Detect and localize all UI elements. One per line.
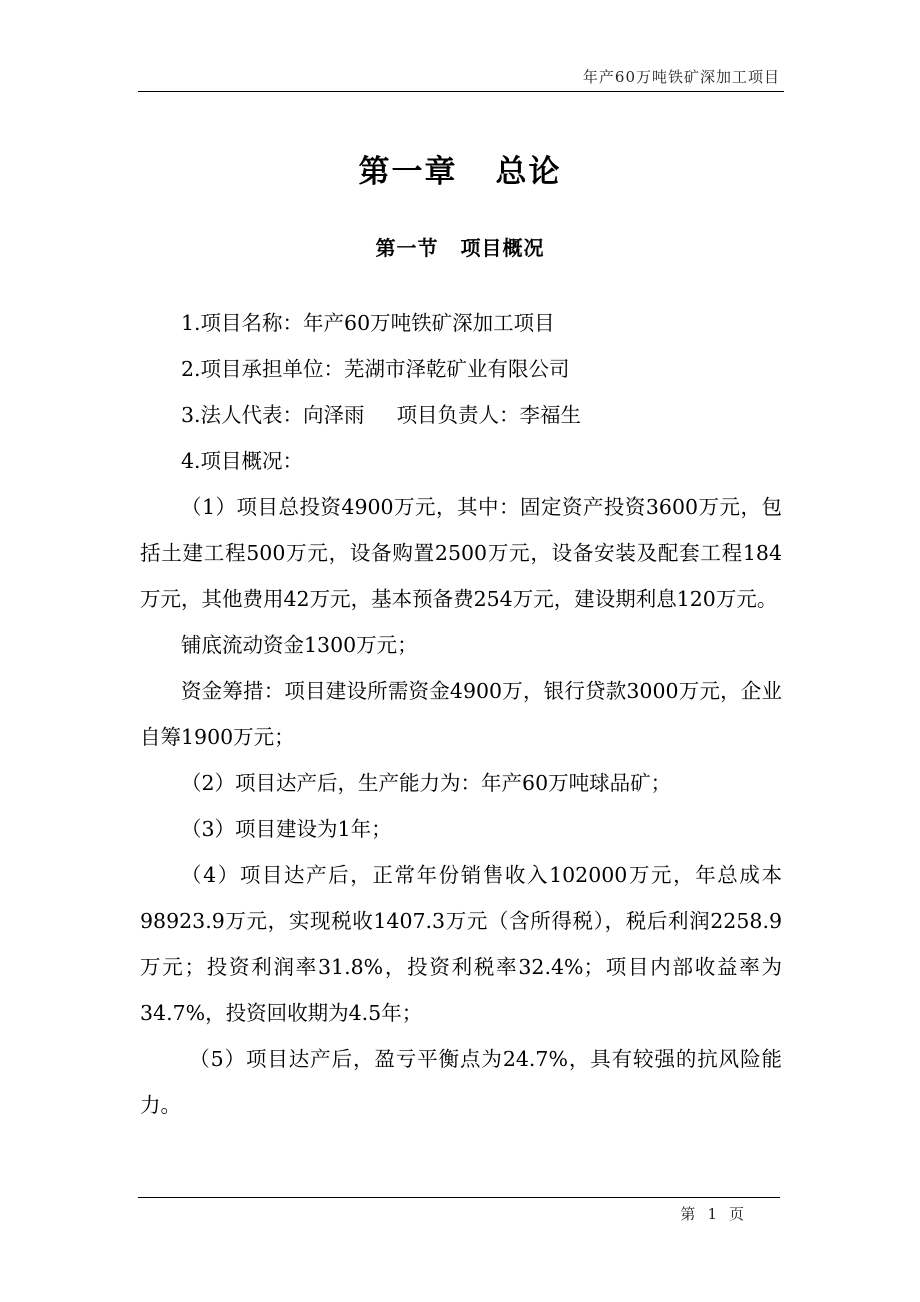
paragraph-capacity: （2）项目达产后，生产能力为：年产60万吨球品矿； [181, 771, 672, 795]
page-suffix: 页 [728, 1205, 744, 1223]
item-project-name: 1.项目名称：年产60万吨铁矿深加工项目 [181, 311, 555, 335]
paragraph-break-even: （5）项目达产后，盈亏平衡点为24.7%，具有较强的抗风险能力。 [140, 1047, 782, 1117]
body-text [140, 300, 782, 1128]
paragraph-investment: （1）项目总投资4900万元，其中：固定资产投资3600万元，包括土建工程500万元，设备购置2500万元，设备安装及配套工程184万元，其他费用42万元，基本预备费254万元，建设期利息120万元。 [140, 495, 782, 611]
page-prefix: 第 [680, 1205, 696, 1223]
section-title [0, 232, 920, 261]
paragraph-construction-period: （3）项目建设为1年； [181, 817, 392, 841]
section-label: 第一节 [375, 236, 439, 260]
page-number-value: 1 [707, 1205, 717, 1223]
section-name: 项目概况 [460, 236, 545, 260]
running-header: 年产60万吨铁矿深加工项目 [582, 68, 780, 86]
item-legal-representative [140, 392, 782, 438]
paragraph-financials: （4）项目达产后，正常年份销售收入102000万元，年总成本98923.9万元，实现税收1407.3万元（含所得税），税后利润2258.9万元；投资利润率31.8%，投资利税率32.4%；项目内部收益率为34.7%，投资回收期为4.5年； [140, 863, 782, 1025]
project-lead-text: 项目负责人：李福生 [396, 403, 582, 427]
item-project-unit: 2.项目承担单位：芜湖市泽乾矿业有限公司 [181, 357, 570, 381]
item-overview-heading: 4.项目概况： [181, 449, 304, 473]
chapter-name: 总论 [495, 154, 562, 190]
header-divider [138, 91, 784, 92]
chapter-label: 第一章 [358, 154, 458, 190]
chapter-title [0, 146, 920, 191]
footer-divider [138, 1197, 780, 1198]
paragraph-financing: 资金筹措：项目建设所需资金4900万，银行贷款3000万元，企业自筹1900万元； [140, 679, 782, 749]
paragraph-working-capital: 铺底流动资金1300万元； [181, 633, 418, 657]
legal-rep-text: 3.法人代表：向泽雨 [181, 403, 365, 427]
page-number [674, 1203, 750, 1224]
